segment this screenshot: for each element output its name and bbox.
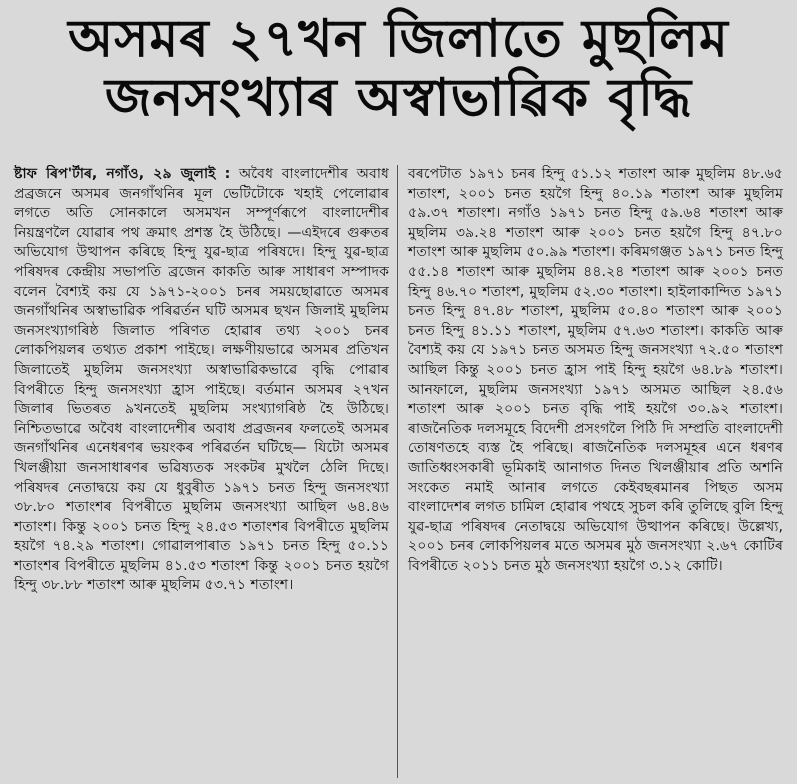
- article-column-right: [398, 165, 785, 778]
- byline: ষ্টাফ ৰিপ'ৰ্টাৰ, নগাঁও, ২৯ জুলাই :: [14, 166, 231, 182]
- headline: [12, 10, 785, 129]
- article-text-left: অবৈধ বাংলাদেশীৰ অবাধ প্ৰব্ৰজনে অসমৰ জনগাঁথনিৰ মূল ভেটিটোকে খহাই পেলোৱাৰ লগতে অতি সোনকালে অসমখন সম্পূৰ্ণৰূপে বাংলাদেশীৰ নিয়ন্ত্ৰণলৈ যোৱাৰ পথ ক্ৰমাৎ প্ৰশস্ত হৈ উঠিছে। —এইদৰে গুৰুতৰ অভিযোগ উত্থাপন কৰিছে হিন্দু যুৱ-ছাত্ৰ পৰিষদে। হিন্দু যুৱ-ছাত্ৰ পৰিষদৰ কেন্দ্ৰীয় সভাপতি ব্ৰজেন কাকতি আৰু সাধাৰণ সম্পাদক বলেন বৈশ্যই কয় যে ১৯৭১-২০০১ চনৰ সময়ছোৱাতে অসমৰ জনগাঁথনিৰ অস্বাভাৱিক পৰিৱৰ্তন ঘটি অসমৰ ছখন জিলাই মুছলিম জনসংখ্যাগৰিষ্ঠ জিলাত পৰিণত হোৱাৰ তথ্য ২০০১ চনৰ লোকপিয়লৰ তথ্যত প্ৰকাশ পাইছে। লক্ষণীয়ভাৱে অসমৰ প্ৰতিখন জিলাতেই মুছলিম জনসংখ্যা অস্বাভাৱিকভাৱে বৃদ্ধি পোৱাৰ বিপৰীতে হিন্দু জনসংখ্যা হ্ৰাস পাইছে। বৰ্তমান অসমৰ ২৭খন জিলাৰ ভিতৰত ৯খনতেই মুছলিম সংখ্যাগৰিষ্ঠ হৈ উঠিছে। নিশ্চিতভাৱে অবৈধ বাংলাদেশীৰ অবাধ প্ৰব্ৰজনৰ ফলতেই অসমৰ জনগাঁথনিৰ এনেধৰণৰ ভয়ংকৰ পৰিৱৰ্তন ঘটিছে— যিটো অসমৰ খিলঞ্জীয়া জনসাধাৰণৰ ভৱিষ্যতক সংকটৰ মুখলৈ ঠেলি দিছে। পৰিষদৰ নেতাদ্বয়ে কয় যে ধুবুৰীত ১৯৭১ চনত হিন্দু জনসংখ্যা ৩৮.৮০ শতাংশৰ বিপৰীতে মুছলিম জনসংখ্যা আছিল ৬৪.৪৬ শতাংশ। কিন্তু ২০০১ চনত হিন্দু ২৪.৫৩ শতাংশৰ বিপৰীতে মুছলিম হয়গৈ ৭৪.২৯ শতাংশ। গোৱালপাৰাত ১৯৭১ চনত হিন্দু ৫০.১১ শতাংশৰ বিপৰীতে মুছলিম ৪১.৫৩ শতাংশ কিন্তু ২০০১ চনত হয়গৈ হিন্দু ৩৮.৮৮ শতাংশ আৰু মুছলিম ৫৩.৭১ শতাংশ।: [14, 166, 390, 594]
- article-column-left: [12, 165, 398, 778]
- headline-line-1: অসমৰ ২৭খন জিলাতে মুছলিম: [68, 9, 729, 69]
- article-paragraph-left: [14, 165, 389, 596]
- headline-line-2: জনসংখ্যাৰ অস্বাভাৱিক বৃদ্ধি: [104, 68, 693, 129]
- article-body: [12, 165, 785, 778]
- article-text-right: বৰপেটাত ১৯৭১ চনৰ হিন্দু ৫১.১২ শতাংশ আৰু মুছলিম ৪৮.৬৫ শতাংশ, ২০০১ চনত হয়গৈ হিন্দু ৪০.১৯ শতাংশ আৰু মুছলিম ৫৯.৩৭ শতাংশ। নগাঁও ১৯৭১ চনত হিন্দু ৫৯.৬৪ শতাংশ আৰু মুছলিম ৩৯.২৪ শতাংশ আৰু ২০০১ চনত হয়গৈ হিন্দু ৪৭.৮০ শতাংশ আৰু মুছলিম ৫০.৯৯ শতাংশ। কৰিমগঞ্জত ১৯৭১ চনত হিন্দু ৫৫.১৪ শতাংশ আৰু মুছলিম ৪৪.২৪ শতাংশ আৰু ২০০১ চনত হিন্দু ৪৬.৭০ শতাংশ, মুছলিম ৫২.৩০ শতাংশ। হাইলাকান্দিত ১৯৭১ চনত হিন্দু ৪৭.৪৮ শতাংশ, মুছলিম ৫০.৪০ শতাংশ আৰু ২০০১ চনত হিন্দু ৪১.১১ শতাংশ, মুছলিম ৫৭.৬৩ শতাংশ। কাকতি আৰু বৈশ্যই কয় যে ১৯৭১ চনত অসমত হিন্দু জনসংখ্যা ৭২.৫০ শতাংশ আছিল কিন্তু ২০০১ চনত হ্ৰাস পাই হিন্দু হয়গৈ ৬৪.৮৯ শতাংশ। আনফালে, মুছলিম জনসংখ্যা ১৯৭১ অসমত আছিল ২৪.৫৬ শতাংশ আৰু ২০০১ চনত বৃদ্ধি পাই হয়গৈ ৩০.৯২ শতাংশ। ৰাজনৈতিক দলসমূহে বিদেশী প্ৰসংগলৈ পিঠি দি সম্প্ৰতি বাংলাদেশী তোষণতহে ব্যস্ত হৈ পৰিছে। ৰাজনৈতিক দলসমূহৰ এনে ধৰণৰ জাতিধ্বংসকাৰী ভূমিকাই আনাগত দিনত খিলঞ্জীয়াৰ প্ৰতি অশনি সংকেত নমাই আনাৰ লগতে কেইবছৰমানৰ পিছত অসম বাংলাদেশৰ লগত চামিল হোৱাৰ পথহে সুচল কৰি তুলিছে বুলি হিন্দু যুৱ-ছাত্ৰ পৰিষদৰ নেতাদ্বয়ে অভিযোগ উত্থাপন কৰিছে। উল্লেখ্য, ২০০১ চনৰ লোকপিয়লৰ মতে অসমৰ মুঠ জনসংখ্যা ২.৬৭ কোটিৰ বিপৰীতে ২০১১ চনত মুঠ জনসংখ্যা হয়গৈ ৩.১২ কোটি।: [408, 166, 783, 574]
